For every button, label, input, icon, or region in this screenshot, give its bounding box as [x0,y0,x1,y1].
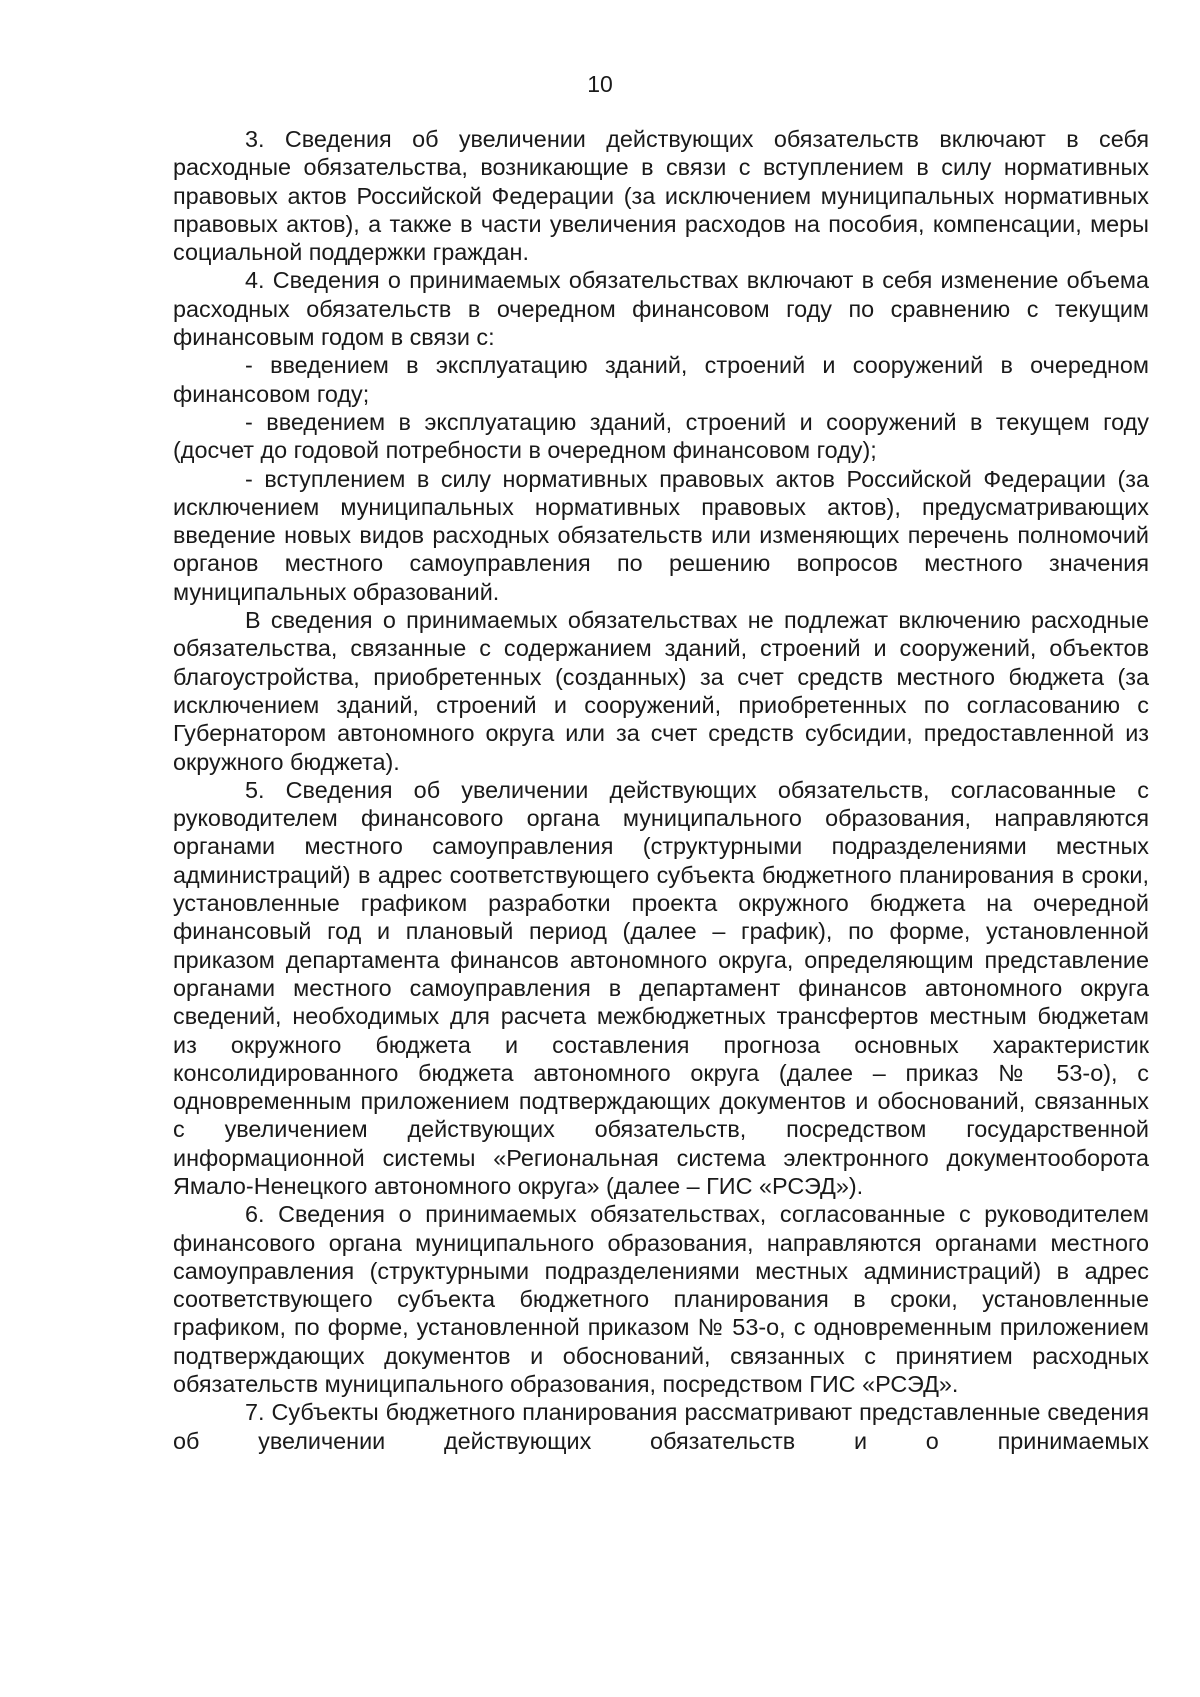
paragraph-7: 7. Субъекты бюджетного планирования рассматривают представленные сведения об увеличении действующих обязательств и о принимаемых [173,1399,1149,1454]
list-item-new-buildings: - введением в эксплуатацию зданий, строений и сооружений в очередном финансовом году; [173,352,1149,407]
paragraph-5: 5. Сведения об увеличении действующих обязательств, согласованные с руководителем финансового органа муниципального образования, направляются органами местного самоуправления (структурными подразделениями местных администраций) в адрес соответствующего субъекта бюджетного планирования в сроки, установленные графиком разработки проекта окружного бюджета на очередной финансовый год и плановый период (далее – график), по форме, установленной приказом департамента финансов автономного округа, определяющим представление органами местного самоуправления в департамент финансов автономного округа сведений, необходимых для расчета межбюджетных трансфертов местным бюджетам из окружного бюджета и составления прогноза основных характеристик консолидированного бюджета автономного округа (далее – приказ № 53-о), с одновременным приложением подтверждающих документов и обоснований, связанных с увеличением действующих обязательств, посредством государственной информационной системы «Региональная система электронного документооборота Ямало-Ненецкого автономного округа» (далее – ГИС «РСЭД»). [173,776,1149,1199]
page-number: 10 [587,71,613,97]
list-item-current-buildings: - введением в эксплуатацию зданий, строений и сооружений в текущем году (досчет до годовой потребности в очередном финансовом году); [173,408,1149,464]
paragraph-exclusions: В сведения о принимаемых обязательствах не подлежат включению расходные обязательства, связанные с содержанием зданий, строений и сооружений, объектов благоустройства, приобретенных (созданных) за счет средств местного бюджета (за исключением зданий, строений и сооружений, приобретенных по согласованию с Губернатором автономного округа или за счет средств субсидии, предоставленной из окружного бюджета). [173,607,1149,775]
paragraph-3: 3. Сведения об увеличении действующих обязательств включают в себя расходные обязательства, возникающие в связи с вступлением в силу нормативных правовых актов Российской Федерации (за исключением муниципальных нормативных правовых актов), а также в части увеличения расходов на пособия, компенсации, меры социальной поддержки граждан. [173,126,1149,266]
document-body [173,125,1149,1455]
paragraph-6: 6. Сведения о принимаемых обязательствах, согласованные с руководителем финансового органа муниципального образования, направляются органами местного самоуправления (структурными подразделениями местных администраций) в адрес соответствующего субъекта бюджетного планирования в сроки, установленные графиком, по форме, установленной приказом № 53-о, с одновременным приложением подтверждающих документов и обоснований, связанных с принятием расходных обязательств муниципального образования, посредством ГИС «РСЭД». [173,1201,1149,1398]
paragraph-4: 4. Сведения о принимаемых обязательствах включают в себя изменение объема расходных обязательств в очередном финансовом году по сравнению с текущим финансовым годом в связи с: [173,267,1149,351]
list-item-legal-acts: - вступлением в силу нормативных правовых актов Российской Федерации (за исключением муниципальных нормативных правовых актов), предусматривающих введение новых видов расходных обязательств или изменяющих перечень полномочий органов местного самоуправления по решению вопросов местного значения муниципальных образований. [173,465,1149,605]
